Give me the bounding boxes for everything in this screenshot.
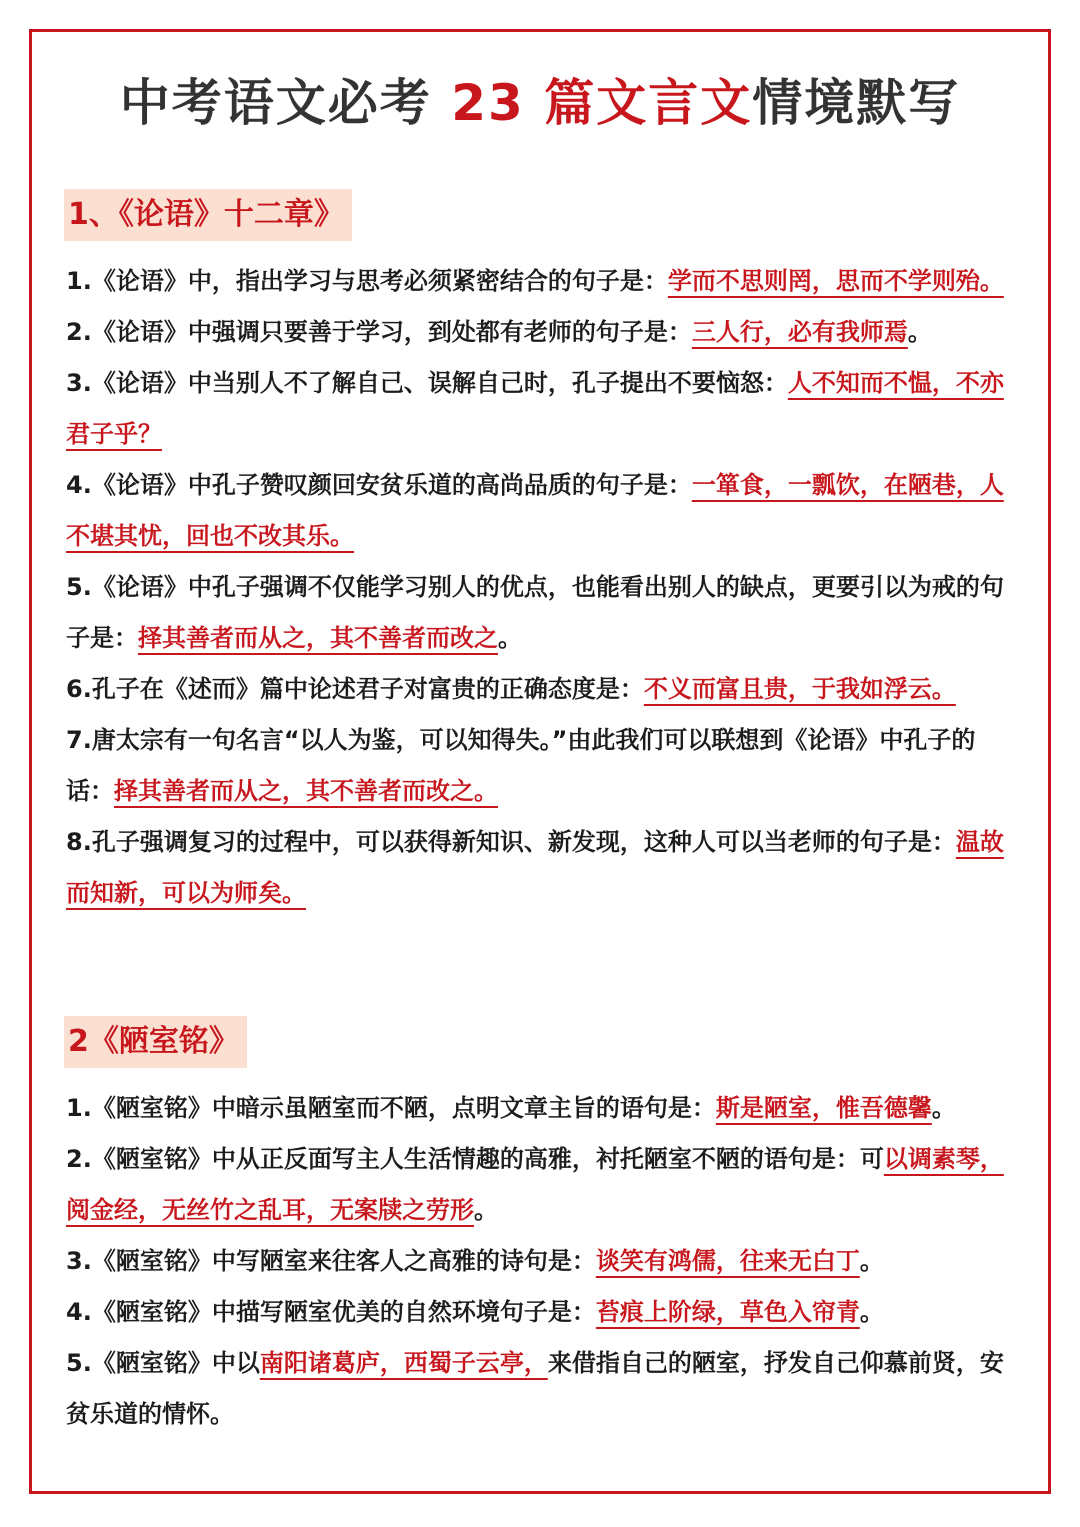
- answer-text: 斯是陋室，惟吾德馨: [715, 1094, 932, 1122]
- question-item: [66, 1287, 1018, 1338]
- section-heading-lunyu: 1、《论语》十二章》: [64, 189, 352, 241]
- question-suffix: 来借指自己的陋室，抒发自己仰慕前贤，安贫乐道的情怀。: [66, 1349, 1004, 1428]
- question-item: [66, 1083, 1018, 1134]
- answer-text: 以调素琴，阅金经，无丝竹之乱耳，无案牍之劳形: [66, 1145, 1004, 1224]
- question-suffix: 。: [498, 624, 522, 652]
- question-item: [66, 664, 1018, 715]
- question-text: 4.《陋室铭》中描写陋室优美的自然环境句子是：: [66, 1298, 596, 1326]
- question-item: [66, 1134, 1018, 1236]
- answer-text: 南阳诸葛庐，西蜀子云亭，: [259, 1349, 548, 1377]
- question-item: [66, 1338, 1018, 1440]
- section-content-loushiming: [66, 1083, 1018, 1440]
- question-text: 3.《论语》中当别人不了解自己、误解自己时，孔子提出不要恼怒：: [66, 369, 788, 397]
- question-text: 4.《论语》中孔子赞叹颜回安贫乐道的高尚品质的句子是：: [66, 471, 692, 499]
- title-pre: 中考语文必考: [119, 74, 452, 132]
- answer-text: 不义而富且贵，于我如浮云。: [643, 675, 956, 703]
- question-text: 1.《论语》中，指出学习与思考必须紧密结合的句子是：: [66, 267, 668, 295]
- answer-text: 温故而知新，可以为师矣。: [66, 828, 1004, 907]
- question-suffix: 。: [859, 1247, 884, 1275]
- question-suffix: 。: [931, 1094, 956, 1122]
- title-post: 情境默写: [752, 74, 961, 132]
- answer-text: 三人行，必有我师焉: [691, 318, 908, 346]
- question-item: [66, 817, 1018, 919]
- question-text: 8.孔子强调复习的过程中，可以获得新知识、新发现，这种人可以当老师的句子是：: [66, 828, 956, 856]
- question-item: [66, 715, 1018, 817]
- question-text: 1.《陋室铭》中暗示虽陋室而不陋，点明文章主旨的语句是：: [66, 1094, 716, 1122]
- question-text: 5.《论语》中孔子强调不仅能学习别人的优点，也能看出别人的缺点，更要引以为戒的句子是：: [66, 573, 1004, 652]
- title-highlight: 23 篇文言文: [451, 74, 753, 132]
- question-item: [66, 562, 1018, 664]
- question-item: [66, 460, 1018, 562]
- section-content-lunyu: [66, 256, 1018, 919]
- question-item: [66, 307, 1018, 358]
- question-text: 3.《陋室铭》中写陋室来往客人之高雅的诗句是：: [66, 1247, 596, 1275]
- page-title: [0, 68, 1080, 138]
- question-item: [66, 256, 1018, 307]
- answer-text: 学而不思则罔，思而不学则殆。: [667, 267, 1004, 295]
- answer-text: 人不知而不愠，不亦君子乎？: [66, 369, 1004, 448]
- question-text: 6.孔子在《述而》篇中论述君子对富贵的正确态度是：: [66, 675, 644, 703]
- question-text: 2.《陋室铭》中从正反面写主人生活情趣的高雅，衬托陋室不陋的语句是：可: [66, 1145, 884, 1173]
- question-suffix: 。: [474, 1196, 498, 1224]
- answer-text: 择其善者而从之，其不善者而改之。: [114, 777, 498, 805]
- question-text: 7.唐太宗有一句名言“以人为鉴，可以知得失。”由此我们可以联想到《论语》中孔子的话：: [66, 726, 976, 805]
- question-text: 2.《论语》中强调只要善于学习，到处都有老师的句子是：: [66, 318, 692, 346]
- answer-text: 谈笑有鸿儒，往来无白丁: [595, 1247, 860, 1275]
- question-suffix: 。: [859, 1298, 884, 1326]
- answer-text: 一箪食，一瓢饮，在陋巷，人不堪其忧，回也不改其乐。: [66, 471, 1004, 550]
- question-item: [66, 358, 1018, 460]
- question-item: [66, 1236, 1018, 1287]
- answer-text: 择其善者而从之，其不善者而改之: [138, 624, 498, 652]
- section-heading-loushiming: 2《陋室铭》: [64, 1016, 247, 1068]
- question-text: 5.《陋室铭》中以: [66, 1349, 260, 1377]
- question-suffix: 。: [907, 318, 932, 346]
- answer-text: 苔痕上阶绿，草色入帘青: [595, 1298, 860, 1326]
